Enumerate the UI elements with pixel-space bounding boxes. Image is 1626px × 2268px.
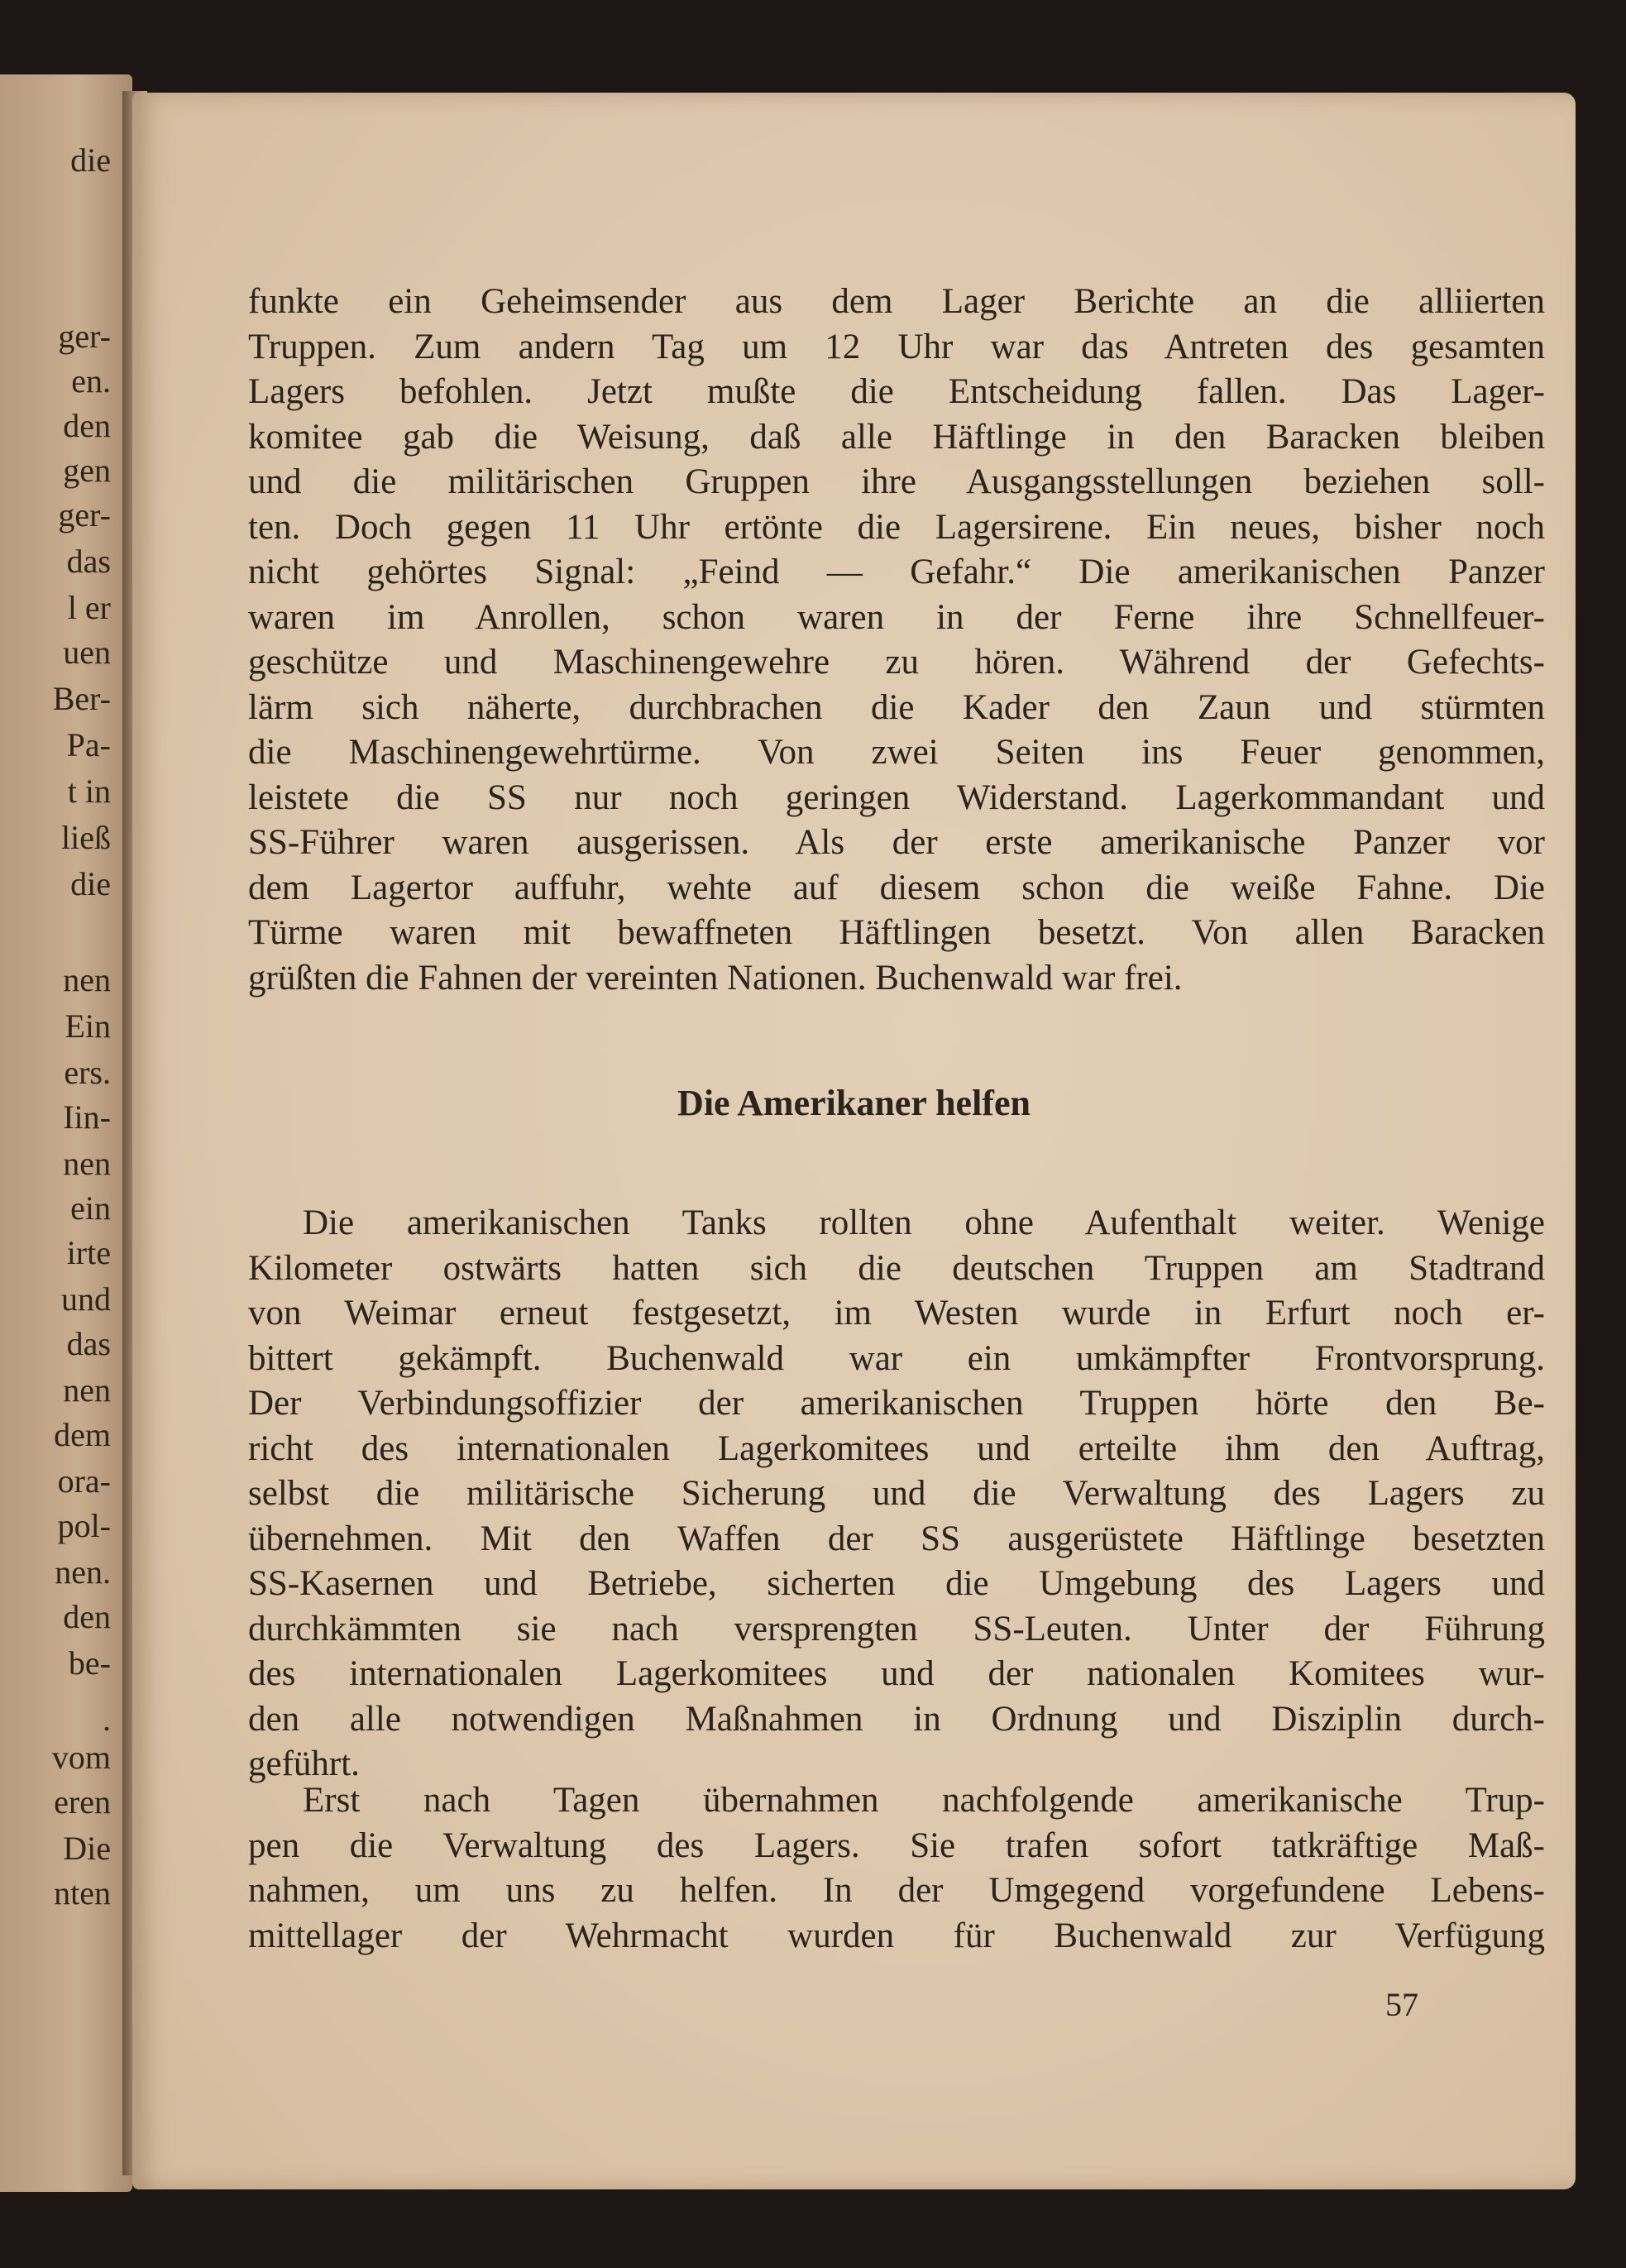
left-page-fragment: den [63, 407, 111, 444]
text-line: waren im Anrollen, schon waren in der Ferne ihre Schnellfeuer- [248, 597, 1545, 637]
left-page-fragment: Pa- [66, 726, 111, 763]
text-line: grüßten die Fahnen der vereinten Nationen. Buchenwald war frei. [248, 958, 1183, 998]
text-line: geschütze und Maschinengewehre zu hören. Während der Gefechts- [248, 643, 1545, 682]
text-line: bittert gekämpft. Buchenwald war ein umkämpfter Frontvorsprung. [248, 1338, 1545, 1378]
left-page-fragment: . [103, 1701, 111, 1738]
left-page-fragment: uen [63, 634, 111, 671]
left-page-fragment: l er [67, 589, 111, 626]
text-line: Truppen. Zum andern Tag um 12 Uhr war das Antreten des gesamten [248, 327, 1545, 366]
text-line: geführt. [248, 1744, 360, 1783]
text-line: dem Lagertor auffuhr, wehte auf diesem schon die weiße Fahne. Die [248, 868, 1545, 907]
section-heading: Die Amerikaner helfen [677, 1083, 1031, 1123]
left-page-fragment: nten [54, 1874, 111, 1912]
text-line: selbst die militärische Sicherung und die Verwaltung des Lagers zu [248, 1474, 1545, 1513]
left-page-fragment: den [63, 1598, 111, 1635]
left-page-fragment: das [66, 1325, 111, 1362]
book-page [132, 93, 1576, 2189]
left-page-fragment: ein [70, 1189, 111, 1227]
text-line: Türme waren mit bewaffneten Häftlingen besetzt. Von allen Baracken [248, 913, 1545, 952]
text-line: und die militärischen Gruppen ihre Ausgangsstellungen beziehen soll- [248, 462, 1545, 501]
left-page-fragment: die [70, 865, 111, 902]
left-page-fragment: gen [63, 452, 111, 489]
text-line: Erst nach Tagen übernahmen nachfolgende amerikanische Trup- [303, 1781, 1545, 1820]
text-line: SS-Kasernen und Betriebe, sicherten die Umgebung des Lagers und [248, 1564, 1545, 1603]
left-page-fragment: nen. [55, 1553, 111, 1591]
text-line: ten. Doch gegen 11 Uhr ertönte die Lagersirene. Ein neues, bisher noch [248, 507, 1545, 547]
text-line: SS-Führer waren ausgerissen. Als der erste amerikanische Panzer vor [248, 823, 1545, 862]
text-line: übernehmen. Mit den Waffen der SS ausgerüstete Häftlinge besetzten [248, 1519, 1545, 1558]
text-line: komitee gab die Weisung, daß alle Häftlinge in den Baracken bleiben [248, 417, 1545, 457]
left-page-fragment: irte [66, 1234, 111, 1271]
left-page-edge [0, 74, 132, 2192]
left-page-fragment: vom [51, 1739, 111, 1776]
left-page-fragment: ora- [57, 1462, 111, 1500]
left-page-fragment: ers. [64, 1054, 111, 1091]
left-page-fragment: ger- [58, 318, 111, 355]
left-page-fragment: die [70, 141, 111, 179]
text-line: mittellager der Wehrmacht wurden für Buchenwald zur Verfügung [248, 1916, 1545, 1955]
left-page-fragment: das [66, 543, 111, 580]
left-page-fragment: Ber- [52, 680, 111, 717]
text-line: den alle notwendigen Maßnahmen in Ordnung und Disziplin durch- [248, 1699, 1545, 1739]
left-page-fragment: Ein [65, 1007, 111, 1045]
left-page-fragment: dem [54, 1416, 111, 1453]
text-line: nicht gehörtes Signal: „Feind — Gefahr.“ Die amerikanischen Panzer [248, 553, 1545, 591]
left-page-fragment: pol- [57, 1507, 111, 1544]
left-page-fragment: nen [63, 1145, 111, 1182]
text-line: nahmen, um uns zu helfen. In der Umgegend vorgefundene Lebens- [248, 1871, 1545, 1910]
left-page-fragment: be- [68, 1644, 111, 1682]
text-line: funkte ein Geheimsender aus dem Lager Berichte an die alliierten [248, 282, 1545, 321]
text-line: Lagers befohlen. Jetzt mußte die Entscheidung fallen. Das Lager- [248, 372, 1545, 411]
text-line: leistete die SS nur noch geringen Widerstand. Lagerkommandant und [248, 778, 1545, 817]
text-line: Der Verbindungsoffizier der amerikanischen Truppen hörte den Be- [248, 1384, 1545, 1423]
left-page-fragment: Iin- [63, 1098, 111, 1136]
left-page-fragment: nen [63, 1371, 111, 1409]
left-page-fragment: t in [67, 773, 111, 810]
text-line: pen die Verwaltung des Lagers. Sie trafen sofort tatkräftige Maß- [248, 1825, 1545, 1865]
text-line: richt des internationalen Lagerkomitees und erteilte ihm den Auftrag, [248, 1428, 1545, 1468]
page-number: 57 [1385, 1986, 1418, 2023]
left-page-fragment: und [61, 1280, 111, 1318]
text-line: durchkämmten sie nach versprengten SS-Leuten. Unter der Führung [248, 1609, 1545, 1648]
left-page-fragment: nen [63, 961, 111, 998]
left-page-fragment: eren [54, 1783, 111, 1821]
left-page-fragment: en. [71, 362, 111, 400]
text-line: des internationalen Lagerkomitees und der nationalen Komitees wur- [248, 1654, 1545, 1693]
text-line: Die amerikanischen Tanks rollten ohne Aufenthalt weiter. Wenige [303, 1203, 1545, 1242]
text-line: von Weimar erneut festgesetzt, im Westen wurde in Erfurt noch er- [248, 1294, 1545, 1333]
left-page-fragment: ließ [61, 819, 111, 856]
text-line: die Maschinengewehrtürme. Von zwei Seiten ins Feuer genommen, [248, 733, 1545, 772]
left-page-fragment: Die [63, 1830, 111, 1867]
text-line: lärm sich näherte, durchbrachen die Kader den Zaun und stürmten [248, 687, 1545, 727]
text-line: Kilometer ostwärts hatten sich die deutschen Truppen am Stadtrand [248, 1248, 1545, 1288]
left-page-fragment: ger- [58, 496, 111, 534]
